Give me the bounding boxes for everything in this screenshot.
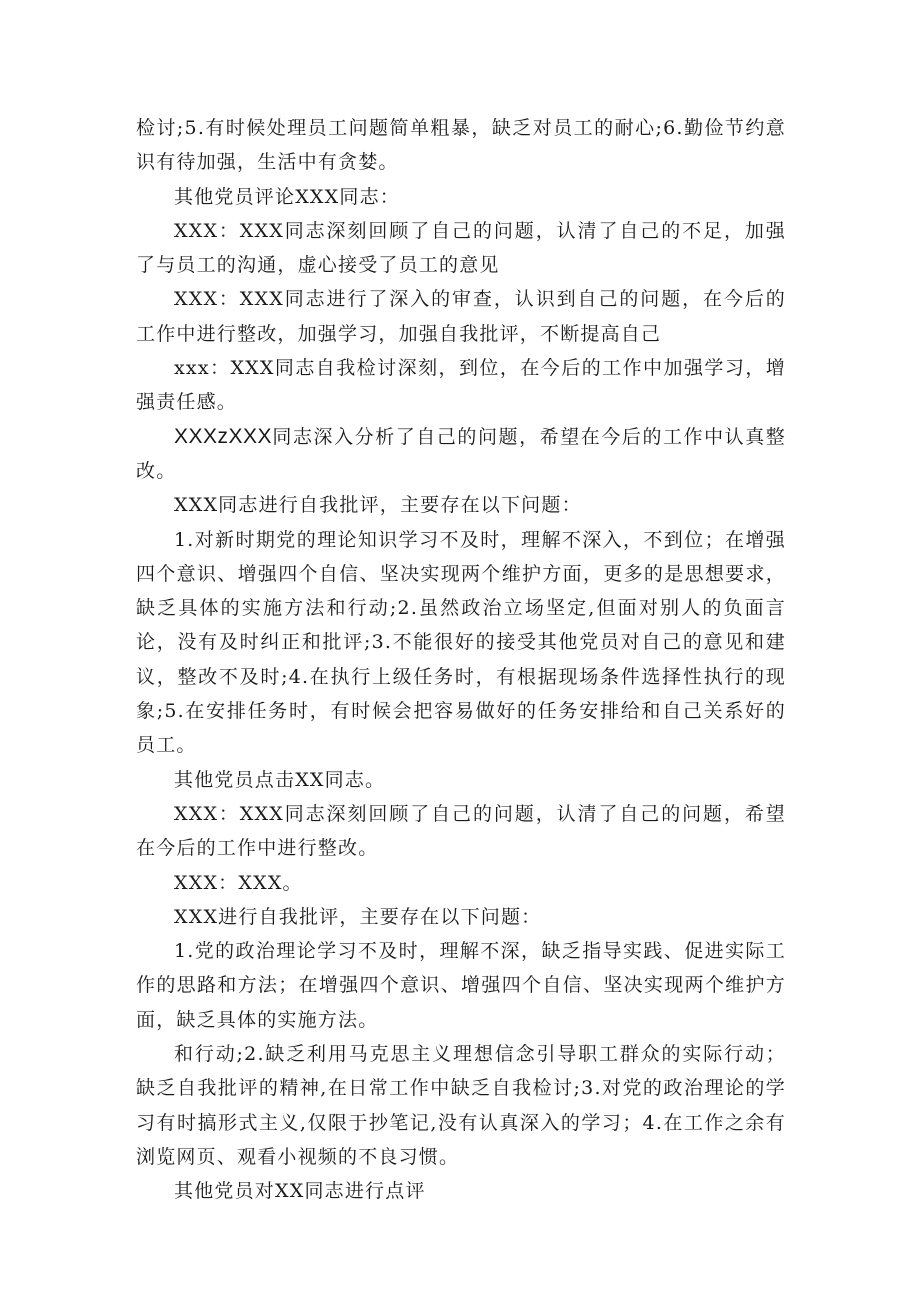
paragraph-comment: XXX：XXX同志深刻回顾了自己的问题，认清了自己的问题，希望在今后的工作中进行整改。: [136, 802, 786, 860]
paragraph-self-criticism-heading: XXX进行自我批评，主要存在以下问题：: [174, 905, 542, 928]
document-body: [136, 111, 786, 1209]
paragraph-comment: xxx：XXX同志自我检讨深刻，到位，在今后的工作中加强学习，增强责任感。: [136, 357, 786, 414]
paragraph-comment: [136, 420, 786, 489]
paragraph-comment: XXX：XXX同志进行了深入的审查，认识到自己的问题，在今后的工作中进行整改，加强学习，加强自我批评，不断提高自己: [136, 288, 786, 345]
paragraph-comments-heading: 其他党员对XX同志进行点评: [174, 1180, 426, 1203]
comment-text: 同志深入分析了自己的问题，希望在今后的工作中认真整改。: [136, 425, 786, 482]
paragraph-self-criticism-heading: XXX同志进行自我批评，主要存在以下问题：: [174, 494, 582, 517]
comment-speaker-prefix: XXXzXXX: [174, 424, 273, 448]
paragraph-comments-heading: 其他党员评论XXX同志：: [174, 185, 400, 208]
paragraph-comment: XXX：XXX同志深刻回顾了自己的问题，认清了自己的不足，加强了与员工的沟通，虚心接受了员工的意见: [136, 219, 786, 277]
paragraph-issue-list: 1.对新时期党的理论知识学习不及时，理解不深入，不到位；在增强四个意识、增强四个自信、坚决实现两个维护方面，更多的是思想要求，缺乏具体的实施方法和行动;2.虽然政治立场坚定,但面对别人的负面言论，没有及时纠正和批评;3.不能很好的接受其他党员对自己的意见和建议，整改不及时;4.在执行上级任务时，有根据现场条件选择性执行的现象;5.在安排任务时，有时候会把容易做好的任务安排给和自己关系好的员工。: [136, 528, 786, 757]
paragraph-issue-list: 和行动;2.缺乏利用马克思主义理想信念引导职工群众的实际行动；缺乏自我批评的精神,在日常工作中缺乏自我检讨;3.对党的政治理论的学习有时搞形式主义,仅限于抄笔记,没有认真深入的学习；4.在工作之余有浏览网页、观看小视频的不良习惯。: [136, 1043, 786, 1168]
paragraph-comment: XXX：XXX。: [174, 871, 303, 894]
paragraph-comments-heading: 其他党员点击XX同志。: [174, 768, 386, 791]
paragraph-issue-list: 1.党的政治理论学习不及时，理解不深，缺乏指导实践、促进实际工作的思路和方法；在增强四个意识、增强四个自信、坚决实现两个维护方面，缺乏具体的实施方法。: [136, 940, 786, 1031]
paragraph-self-criticism-continued: 检讨;5.有时候处理员工问题简单粗暴，缺乏对员工的耐心;6.勤俭节约意识有待加强，生活中有贪婪。: [136, 117, 786, 174]
